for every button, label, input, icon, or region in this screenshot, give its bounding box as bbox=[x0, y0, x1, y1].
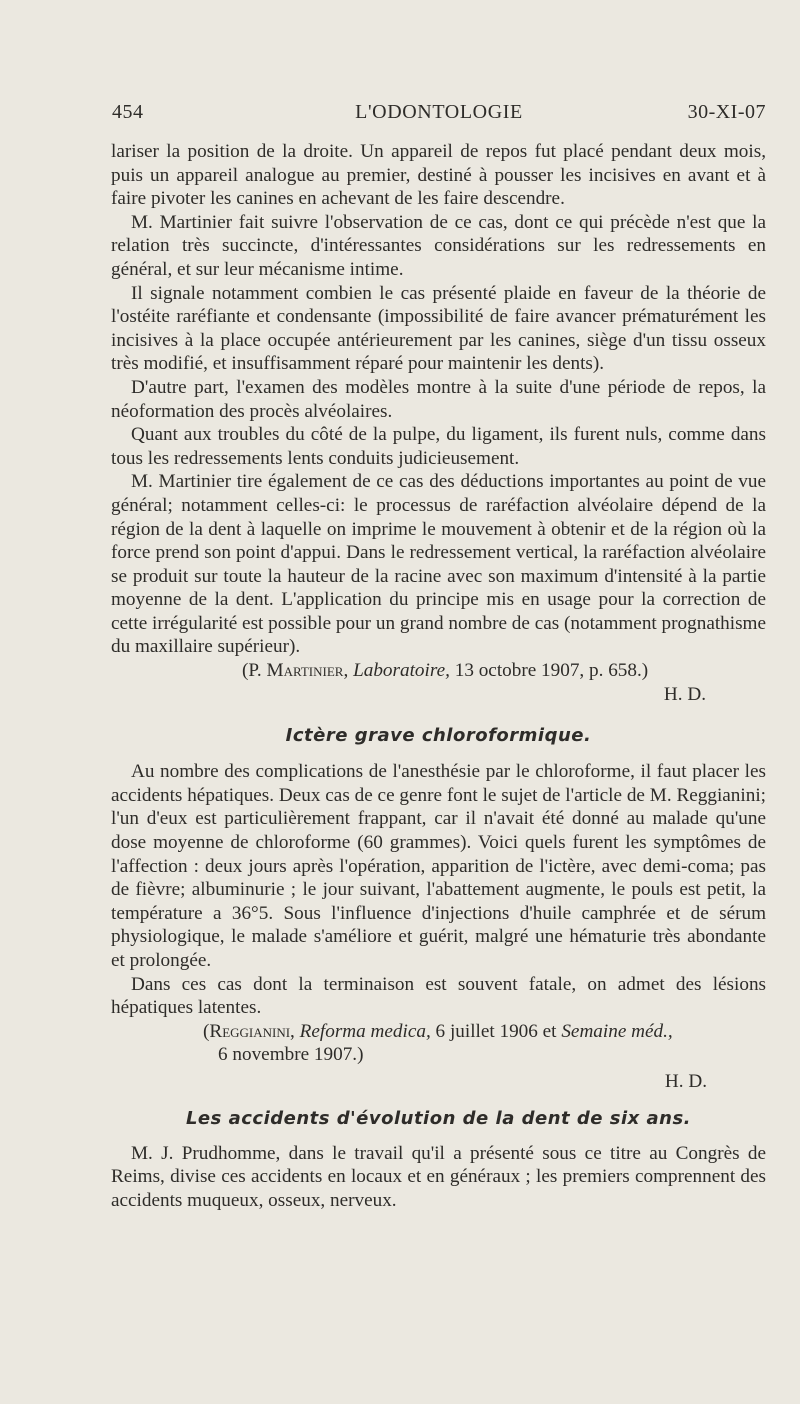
citation-source: Semaine méd., bbox=[561, 1020, 673, 1042]
body-text bbox=[111, 140, 766, 1212]
issue-date: 30-XI-07 bbox=[687, 101, 766, 123]
citation-details: 6 juillet 1906 et bbox=[435, 1020, 557, 1042]
citation-source: Laboratoire, bbox=[353, 660, 450, 682]
article-title: Les accidents d'évolution de la dent de six ans. bbox=[185, 1107, 692, 1129]
signature: H. D. bbox=[664, 1070, 707, 1092]
paragraph: Quant aux troubles du côté de la pulpe, du ligament, ils furent nuls, comme dans tous les redressements lents conduits judicieusement. bbox=[111, 424, 766, 469]
signature: H. D. bbox=[663, 683, 706, 705]
citation-details: 13 octobre 1907, p. 658.) bbox=[454, 660, 649, 682]
citation-author: Martinier, bbox=[266, 660, 349, 682]
paragraph: Dans ces cas dont la terminaison est souvent fatale, on admet des lésions hépatiques latentes. bbox=[111, 973, 766, 1019]
running-header bbox=[112, 101, 766, 129]
paragraph: M. J. Prudhomme, dans le travail qu'il a présenté sous ce titre au Congrès de Reims, divise ces accidents en locaux et en généraux ; les premiers comprennent des accidents muqueux, osseux, nerveux. bbox=[111, 1142, 766, 1211]
article-ictere bbox=[111, 724, 766, 1093]
citation-open: (P. bbox=[242, 660, 262, 682]
citation-continuation: 6 novembre 1907.) bbox=[218, 1044, 364, 1066]
article-dent-six-ans bbox=[111, 1107, 766, 1213]
citation-open: ( bbox=[203, 1020, 210, 1042]
citation bbox=[111, 659, 766, 683]
article-title: Ictère grave chloroformique. bbox=[285, 725, 592, 747]
article-martinier bbox=[111, 140, 766, 706]
page-number: 454 bbox=[112, 101, 144, 123]
paragraph: Au nombre des complications de l'anesthésie par le chloroforme, il faut placer les accidents hépatiques. Deux cas de ce genre font le sujet de l'article de M. Reggianini; l'un d'eux est particulièrement frappant, car il n'avait été donné au malade qu'une dose moyenne de chloroforme (60 grammes). Voici quels furent les symptômes de l'affection : deux jours après l'opération, apparition de l'ictère, avec demi-coma; pas de fièvre; albuminurie ; le jour suivant, l'abattement augmente, le pouls est petit, la température a 36°5. Sous l'influence d'injections d'huile camphrée et de sérum physiologique, le malade s'améliore et guérit, malgré une hématurie très abondante et prolongée. bbox=[111, 761, 766, 971]
paragraph: lariser la position de la droite. Un appareil de repos fut placé pendant deux mois, puis un appareil analogue au premier, destiné à pousser les incisives en avant et à faire pivoter les canines en achevant de les faire descendre. bbox=[111, 141, 766, 210]
paragraph: Il signale notamment combien le cas présenté plaide en faveur de la théorie de l'ostéite raréfiante et condensante (impossibilité de faire avancer prématurément les incisives à la place occupée antérieurement par les canines, siège d'un tissu osseux très modifié, et insuffisamment réparé pour maintenir les dents). bbox=[111, 282, 766, 375]
citation-author: Reggianini, bbox=[209, 1020, 295, 1042]
paragraph: D'autre part, l'examen des modèles montre à la suite d'une période de repos, la néoformation des procès alvéolaires. bbox=[111, 376, 766, 422]
journal-title: L'ODONTOLOGIE bbox=[355, 101, 523, 123]
citation-source: Reforma medica, bbox=[299, 1020, 431, 1042]
paragraph: M. Martinier fait suivre l'observation de ce cas, dont ce qui précède n'est que la relation très succincte, d'intéressantes considérations sur les redressements en général, et sur leur mécanisme intime. bbox=[111, 211, 766, 280]
paragraph: M. Martinier tire également de ce cas des déductions importantes au point de vue général; notamment celles-ci: le processus de raréfaction alvéolaire dépend de la région de la dent à laquelle on imprime le mouvement à obtenir et de la région où la force prend son point d'appui. Dans le redressement vertical, la raréfaction alvéolaire se produit sur toute la hauteur de la racine avec son maximum d'intensité à la partie moyenne de la dent. L'application du principe mis en usage pour la correction de cette irrégularité est possible pour un grand nombre de cas (notamment prognathisme du maxillaire supérieur). bbox=[111, 471, 766, 658]
citation bbox=[111, 1020, 766, 1044]
